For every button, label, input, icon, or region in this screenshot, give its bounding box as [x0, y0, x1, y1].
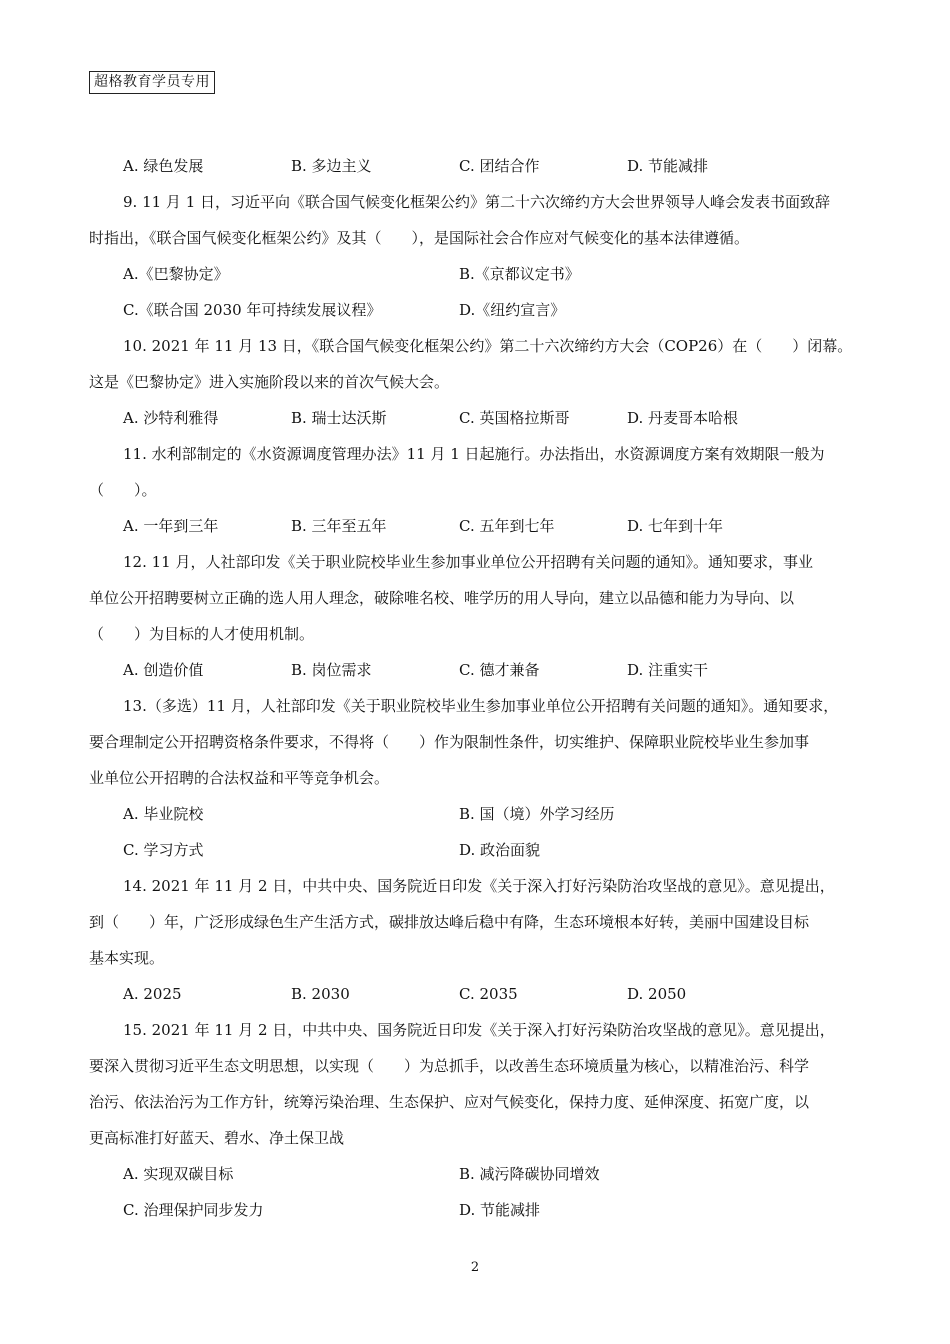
- q12-option-b: B. 岗位需求: [291, 661, 372, 679]
- q10-stem-line: 10. 2021 年 11 月 13 日，《联合国气候变化框架公约》第二十六次缔约方大会（COP26）在（ ）闭幕。: [123, 337, 853, 355]
- q14-stem-line: 基本实现。: [89, 949, 165, 967]
- q9-option-c: C.《联合国 2030 年可持续发展议程》: [123, 301, 382, 319]
- q15-stem-line: 要深入贯彻习近平生态文明思想，以实现（ ）为总抓手，以改善生态环境质量为核心，以精准治污、科学: [89, 1057, 810, 1075]
- q13-options-row: [89, 796, 861, 832]
- q10-option-c: C. 英国格拉斯哥: [459, 409, 570, 427]
- q8-option-a: A. 绿色发展: [123, 157, 204, 175]
- q9-options-row: [89, 256, 861, 292]
- q11-option-d: D. 七年到十年: [627, 517, 724, 535]
- q15-option-d: D. 节能减排: [459, 1201, 541, 1219]
- question-content: [89, 148, 861, 1228]
- q12-stem-line: 单位公开招聘要树立正确的选人用人理念，破除唯名校、唯学历的用人导向，建立以品德和能力为导向、以: [89, 589, 795, 607]
- q9-stem-line: 时指出，《联合国气候变化框架公约》及其（ ），是国际社会合作应对气候变化的基本法律遵循。: [89, 229, 750, 247]
- q12-options: [89, 652, 861, 688]
- q9-option-d: D.《纽约宣言》: [459, 301, 566, 319]
- q11-stem-line: （ ）。: [89, 481, 157, 499]
- q8-option-b: B. 多边主义: [291, 157, 372, 175]
- q10-stem-line: 这是《巴黎协定》进入实施阶段以来的首次气候大会。: [89, 373, 450, 391]
- q14-options: [89, 976, 861, 1012]
- q12-stem-line: 12. 11 月，人社部印发《关于职业院校毕业生参加事业单位公开招聘有关问题的通知》。通知要求，事业: [123, 553, 813, 571]
- q10-option-a: A. 沙特利雅得: [123, 409, 219, 427]
- q12-stem-line: （ ）为目标的人才使用机制。: [89, 625, 315, 643]
- q15-options-row: [89, 1192, 861, 1228]
- q9-stem-line: 9. 11 月 1 日，习近平向《联合国气候变化框架公约》第二十六次缔约方大会世界领导人峰会发表书面致辞: [123, 193, 831, 211]
- q14-option-c: C. 2035: [459, 985, 518, 1003]
- q11-options: [89, 508, 861, 544]
- q12-option-c: C. 德才兼备: [459, 661, 540, 679]
- q8-option-d: D. 节能减排: [627, 157, 709, 175]
- q13-options-row: [89, 832, 861, 868]
- header-label: 超格教育学员专用: [89, 71, 215, 94]
- q15-option-c: C. 治理保护同步发力: [123, 1201, 264, 1219]
- q11-stem-line: 11. 水利部制定的《水资源调度管理办法》11 月 1 日起施行。办法指出，水资源调度方案有效期限一般为: [123, 445, 825, 463]
- q9-option-a: A.《巴黎协定》: [123, 265, 229, 283]
- q13-option-d: D. 政治面貌: [459, 841, 541, 859]
- q14-stem-line: 14. 2021 年 11 月 2 日，中共中央、国务院近日印发《关于深入打好污染防治攻坚战的意见》。意见提出，: [123, 877, 835, 895]
- q13-option-c: C. 学习方式: [123, 841, 204, 859]
- q9-option-b: B.《京都议定书》: [459, 265, 580, 283]
- q8-option-c: C. 团结合作: [459, 157, 540, 175]
- q13-option-b: B. 国（境）外学习经历: [459, 805, 615, 823]
- q11-option-c: C. 五年到七年: [459, 517, 555, 535]
- q14-option-b: B. 2030: [291, 985, 350, 1003]
- page-number: 2: [470, 1260, 480, 1275]
- q15-stem-line: 治污、依法治污为工作方针，统筹污染治理、生态保护、应对气候变化，保持力度、延伸深度、拓宽广度，以: [89, 1093, 810, 1111]
- q11-option-b: B. 三年至五年: [291, 517, 387, 535]
- q15-stem-line: 更高标准打好蓝天、碧水、净土保卫战: [89, 1129, 345, 1147]
- q13-option-a: A. 毕业院校: [123, 805, 204, 823]
- q10-option-d: D. 丹麦哥本哈根: [627, 409, 739, 427]
- q10-option-b: B. 瑞士达沃斯: [291, 409, 387, 427]
- q15-options-row: [89, 1156, 861, 1192]
- q15-option-b: B. 减污降碳协同增效: [459, 1165, 600, 1183]
- q11-option-a: A. 一年到三年: [123, 517, 219, 535]
- q14-option-a: A. 2025: [123, 985, 182, 1003]
- q13-stem-line: 业单位公开招聘的合法权益和平等竞争机会。: [89, 769, 390, 787]
- q14-option-d: D. 2050: [627, 985, 687, 1003]
- q10-options: [89, 400, 861, 436]
- q13-stem-line: 13.（多选）11 月，人社部印发《关于职业院校毕业生参加事业单位公开招聘有关问题的通知》。通知要求，: [123, 697, 839, 715]
- q15-option-a: A. 实现双碳目标: [123, 1165, 234, 1183]
- q12-option-a: A. 创造价值: [123, 661, 204, 679]
- q14-stem-line: 到（ ）年，广泛形成绿色生产生活方式，碳排放达峰后稳中有降，生态环境根本好转，美丽中国建设目标: [89, 913, 810, 931]
- q13-stem-line: 要合理制定公开招聘资格条件要求，不得将（ ）作为限制性条件，切实维护、保障职业院校毕业生参加事: [89, 733, 810, 751]
- q9-options-row: [89, 292, 861, 328]
- q8-options: [89, 148, 861, 184]
- q15-stem-line: 15. 2021 年 11 月 2 日，中共中央、国务院近日印发《关于深入打好污染防治攻坚战的意见》。意见提出，: [123, 1021, 835, 1039]
- q12-option-d: D. 注重实干: [627, 661, 709, 679]
